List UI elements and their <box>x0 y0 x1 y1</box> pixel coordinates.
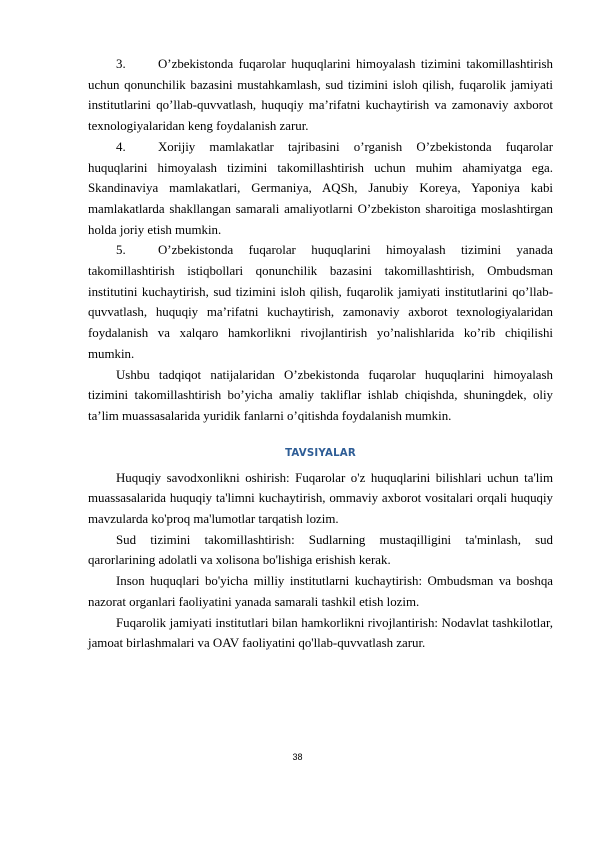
document-body <box>88 54 553 654</box>
item-number: 5. <box>116 243 126 258</box>
section-heading: TAVSIYALAR <box>285 447 356 459</box>
recommendation-paragraph: Fuqarolik jamiyati institutlari bilan hamkorlikni rivojlantirish: Nodavlat tashkilotlar, jamoat birlashmalari va OAV faoliyatini qo'llab-quvvatlash zarur. <box>88 615 553 651</box>
closing-paragraph: Ushbu tadqiqot natijalaridan O’zbekistonda fuqarolar huquqlarini himoyalash tizimini takomillashtirish bo’yicha amaliy takliflar ishlab chiqishda, shuningdek, oliy ta’lim muassasalarida yuridik fanlarni o’qitishda foydalanish mumkin. <box>88 367 553 423</box>
recommendation-paragraph: Sud tizimini takomillashtirish: Sudlarning mustaqilligini ta'minlash, sud qarorlarining adolatli va xolisona bo'lishiga erishish kerak. <box>88 532 553 568</box>
recommendation-paragraph: Inson huquqlari bo'yicha milliy institutlarni kuchaytirish: Ombudsman va boshqa nazorat organlari faoliyatini yanada samarali tashkil etish lozim. <box>88 574 553 609</box>
item-number: 3. <box>116 57 126 71</box>
item-text: Xorijiy mamlakatlar tajribasini o’rganish O’zbekistonda fuqarolar huquqlarini himoyalash tizimini takomillashtirish uchun muhim ahamiyatga ega. Skandinaviya mamlakatlari, Germaniya, AQSh, Janubiy Koreya, Yaponiya kabi mamlakatlarda shakllangan samarali amaliyotlarni O’zbekiston sharoitiga moslashtirgan holda joriy etish mumkin. <box>88 139 553 237</box>
page-number: 38 <box>292 752 303 762</box>
numbered-item-4 <box>88 137 553 241</box>
item-text: O’zbekistonda fuqarolar huquqlarini himoyalash tizimini takomillashtirish uchun qonunchilik bazasini mustahkamlash, sud tizimini isloh qilish, fuqarolik jamiyati institutlarini qo’llab-quvvatlash, huquqiy ma’rifatni kuchaytirish va zamonaviy axborot texnologiyalaridan keng foydalanish zarur. <box>88 57 553 134</box>
numbered-item-5 <box>88 240 553 364</box>
recommendation-paragraph: Huquqiy savodxonlikni oshirish: Fuqarolar o'z huquqlarini bilishlari uchun ta'lim muassasalarida huquqiy ta'limni kuchaytirish, ommaviy axborot vositalari orqali huquqiy mavzularda ko'proq ma'lumotlar tarqatish lozim. <box>88 470 553 527</box>
item-text: O’zbekistonda fuqarolar huquqlarini himoyalash tizimini yanada takomillashtirish istiqbollari qonunchilik bazasini takomillashtirish, Ombudsman institutini kuchaytirish, sud tizimini isloh qilish, fuqarolik jamiyati institutlarini qo’llab-quvvatlash, huquqiy ma’rifatni kuchaytirish, zamonaviy axborot texnologiyalaridan foydalanish va xalqaro hamkorlikni rivojlantirish yo’nalishlarida ko’rib chiqilishi mumkin. <box>88 243 553 361</box>
item-number: 4. <box>116 139 126 154</box>
numbered-item-3 <box>88 54 553 137</box>
